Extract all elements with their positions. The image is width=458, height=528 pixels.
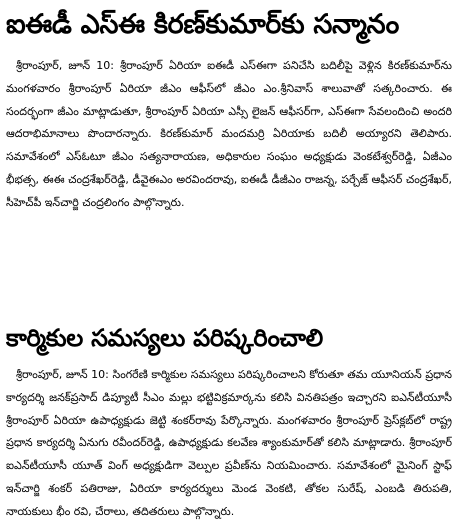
article-1-headline: ఐఈడీ ఎస్ఈ కిరణ్‌కుమార్‌కు సన్మానం [6, 9, 399, 40]
article-1-body: శ్రీరాంపూర్, జూన్ 10: శ్రీరాంపూర్ ఏరియా ఐఈడీ ఎస్ఈగా పనిచేసి బదిలీపై వెళ్లిన కిరణ్‌కుమార్‌ను మంగళవారం శ్రీరాంపూర్ ఏరియా జీఎం ఆఫీస్‌లో జీఎం ఎం.శ్రీనివాస్ శాలువాతో సత్కరించారు. ఈ సందర్భంగా జీఎం మాట్లాడుతూ, శ్రీరాంపూర్ ఏరియా ఎస్సీ లైజన్ ఆఫీసర్‌గా, ఎస్ఈగా సేవలందించి అందరి ఆదరాభిమానాలు పొందారన్నారు. కిరణ్‌కుమార్ మందమర్రి ఏరియాకు బదిలీ అయ్యారని తెలిపారు. సమావేశంలో ఎస్ఓటూ జీఎం సత్యనారాయణ, అధికారుల సంఘం అధ్యక్షుడు వెంకటేశ్వర్‌రెడ్డి, ఏజీఎం భీభత్స, ఈఈ చంద్రశేఖర్‌రెడ్డి, డీవైఈఎం అరవిందరావు, ఐఈడీ డీజీఎం రాజన్న, పర్చేజ్ ఆఫీసర్ చంద్రశేఖర్, సీహెచ్‌పీ ఇన్‌చార్జి చంద్రలింగం పాల్గొన్నారు. [6, 59, 452, 209]
article-2-headline: కార్మికుల సమస్యలు పరిష్కరించాలి [6, 324, 323, 352]
article-2-body: శ్రీరాంపూర్, జూన్ 10: సింగరేణి కార్మికుల సమస్యలు పరిష్కరించాలని కోరుతూ తమ యూనియన్ ప్రధాన కార్యదర్శి జనక్‌ప్రసాద్ డిప్యూటీ సీఎం మల్లు భట్టివిక్రమార్కను కలిసి వినతిపత్రం ఇచ్చారని ఐఎన్‌టీయూసీ శ్రీరాంపూర్ ఏరియా ఉపాధ్యక్షుడు జెట్టి శంకర్‌రావు పేర్కొన్నారు. మంగళవారం శ్రీరాంపూర్ ప్రెస్‌క్లబ్‌లో రాష్ట్ర ప్రధాన కార్యదర్శి ఏనుగు రవీందర్‌రెడ్డి, ఉపాధ్యక్షుడు కలవేణ శ్యాంకుమార్‌తో కలిసి మాట్లాడారు. శ్రీరాంపూర్ ఐఎన్‌టీయూసీ యూత్ వింగ్ అధ్యక్షుడిగా వెల్పుల ప్రవీణ్‌ను నియమించారు. సమావేశంలో మైనింగ్ స్టాఫ్ ఇన్‌చార్జి శంకర్ పతిరాజు, ఏరియా కార్యదర్శులు మెండ వెంకటి, తోకల సురేష్, ఎంబడి తిరుపతి, నాయకులు భీం రవి, చేరాలు, తదితరులు పాల్గొన్నారు. [6, 368, 452, 518]
